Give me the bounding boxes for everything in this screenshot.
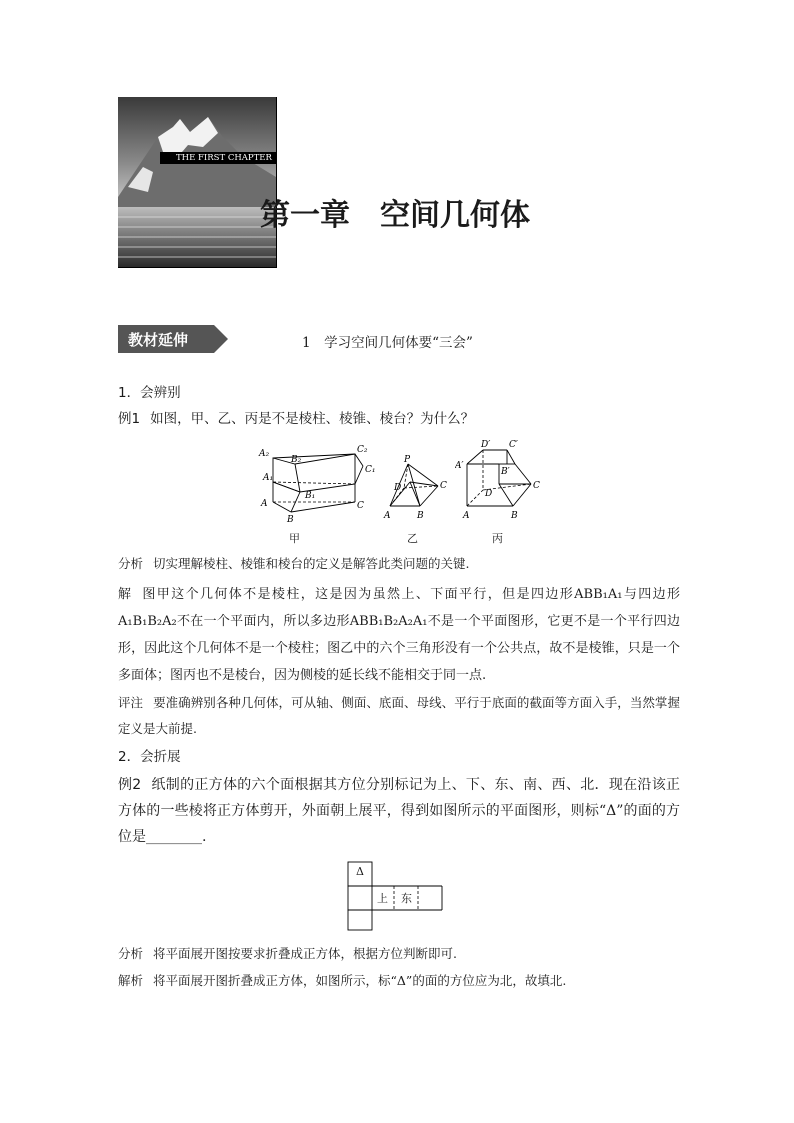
- jia-label-a: A: [261, 499, 268, 509]
- cube-net-figure: [346, 860, 446, 932]
- bing-label-b: B: [511, 511, 518, 521]
- solution1-label: 解: [118, 587, 133, 602]
- yi-label-d: D: [394, 483, 402, 493]
- bing-label-d-prime: D′: [481, 440, 491, 450]
- yi-label-a: A: [384, 511, 391, 521]
- figure-bing-caption: 丙: [492, 532, 503, 545]
- cover-caption: THE FIRST CHAPTER: [176, 153, 272, 163]
- bing-label-d: D: [485, 489, 493, 499]
- jia-label-a2: A₂: [259, 449, 270, 459]
- figure-yi-drawing: [380, 452, 455, 522]
- example2-text: 纸制的正方体的六个面根据其方位分别标记为上、下、东、南、西、北．现在沿该正方体的一些棱将正方体剪开，外面朝上展平，得到如图所示的平面图形，则标“Δ”的面的方位是________.: [118, 777, 680, 845]
- jia-label-a1: A₁: [263, 473, 274, 483]
- section-tag-label: 教材延伸: [128, 331, 189, 349]
- analysis1: [118, 551, 680, 577]
- analysis1-label: 分析: [118, 556, 144, 571]
- chapter-title: 第一章 空间几何体: [260, 198, 530, 233]
- figure-jia: [255, 442, 385, 545]
- figure-bing: [455, 438, 555, 545]
- chapter-cover-image: [118, 97, 277, 268]
- comment1-label: 评注: [118, 695, 144, 710]
- comment1: [118, 690, 680, 742]
- net-cell-east: 东: [401, 892, 412, 905]
- yi-label-b: B: [417, 511, 424, 521]
- figure-yi: [380, 452, 455, 545]
- section-title: 1 学习空间几何体要“三会”: [302, 335, 473, 351]
- part2-heading: 2．会折展: [118, 749, 181, 765]
- bing-label-a-prime: A′: [455, 461, 464, 471]
- jia-label-c1: C₁: [365, 465, 376, 475]
- solution1: [118, 581, 680, 689]
- bing-label-c: C: [533, 481, 540, 491]
- example1: [118, 406, 680, 432]
- bing-label-a: A: [463, 511, 470, 521]
- analysis1-text: 切实理解棱柱、棱锥和棱台的定义是解答此类问题的关键.: [153, 556, 470, 571]
- figure-jia-drawing: [255, 442, 385, 524]
- analysis2: [118, 941, 680, 967]
- section-tag: [118, 325, 228, 353]
- mountain-picture: [118, 97, 276, 267]
- example1-label: 例1: [118, 411, 141, 427]
- figure-jia-caption: 甲: [289, 532, 300, 545]
- analysis2-label: 分析: [118, 946, 144, 961]
- net-cell-triangle: Δ: [356, 865, 364, 878]
- net-cell-top: 上: [377, 892, 388, 905]
- jia-label-b1: B₁: [305, 491, 316, 501]
- jia-label-b: B: [287, 515, 294, 524]
- example1-text: 如图，甲、乙、丙是不是棱柱、棱锥、棱台？为什么？: [150, 411, 475, 427]
- part1-heading: 1．会辨别: [118, 385, 181, 401]
- comment1-text: 要准确辨别各种几何体，可从轴、侧面、底面、母线、平行于底面的截面等方面入手，当然掌握定义是大前提.: [118, 695, 680, 736]
- jiexi2-label: 解析: [118, 973, 144, 988]
- jia-label-c: C: [357, 501, 364, 511]
- jia-label-b2: B₂: [291, 455, 302, 465]
- example2-label: 例2: [118, 777, 142, 793]
- jiexi2-text: 将平面展开图折叠成正方体，如图所示，标“Δ”的面的方位应为北，故填北.: [153, 973, 567, 988]
- solution1-text: 图甲这个几何体不是棱柱，这是因为虽然上、下面平行，但是四边形ABB₁A₁与四边形A₁B₁B₂A₂不在一个平面内，所以多边形ABB₁B₂A₂A₁不是一个平面图形，它更不是一个平行四边形，因此这个几何体不是一个棱柱；图乙中的六个三角形没有一个公共点，故不是棱锥，只是一个多面体；图丙也不是棱台，因为侧棱的延长线不能相交于同一点.: [118, 587, 680, 683]
- yi-label-p: P: [404, 455, 411, 465]
- jiexi2: [118, 968, 680, 994]
- figure-bing-drawing: [455, 438, 555, 522]
- jia-label-c2: C₂: [357, 445, 368, 455]
- yi-label-c: C: [440, 481, 447, 491]
- example2: [118, 772, 680, 850]
- figure-yi-caption: 乙: [407, 532, 418, 545]
- bing-label-b-prime: B′: [501, 467, 510, 477]
- analysis2-text: 将平面展开图按要求折叠成正方体，根据方位判断即可.: [153, 946, 457, 961]
- bing-label-c-prime: C′: [509, 440, 518, 450]
